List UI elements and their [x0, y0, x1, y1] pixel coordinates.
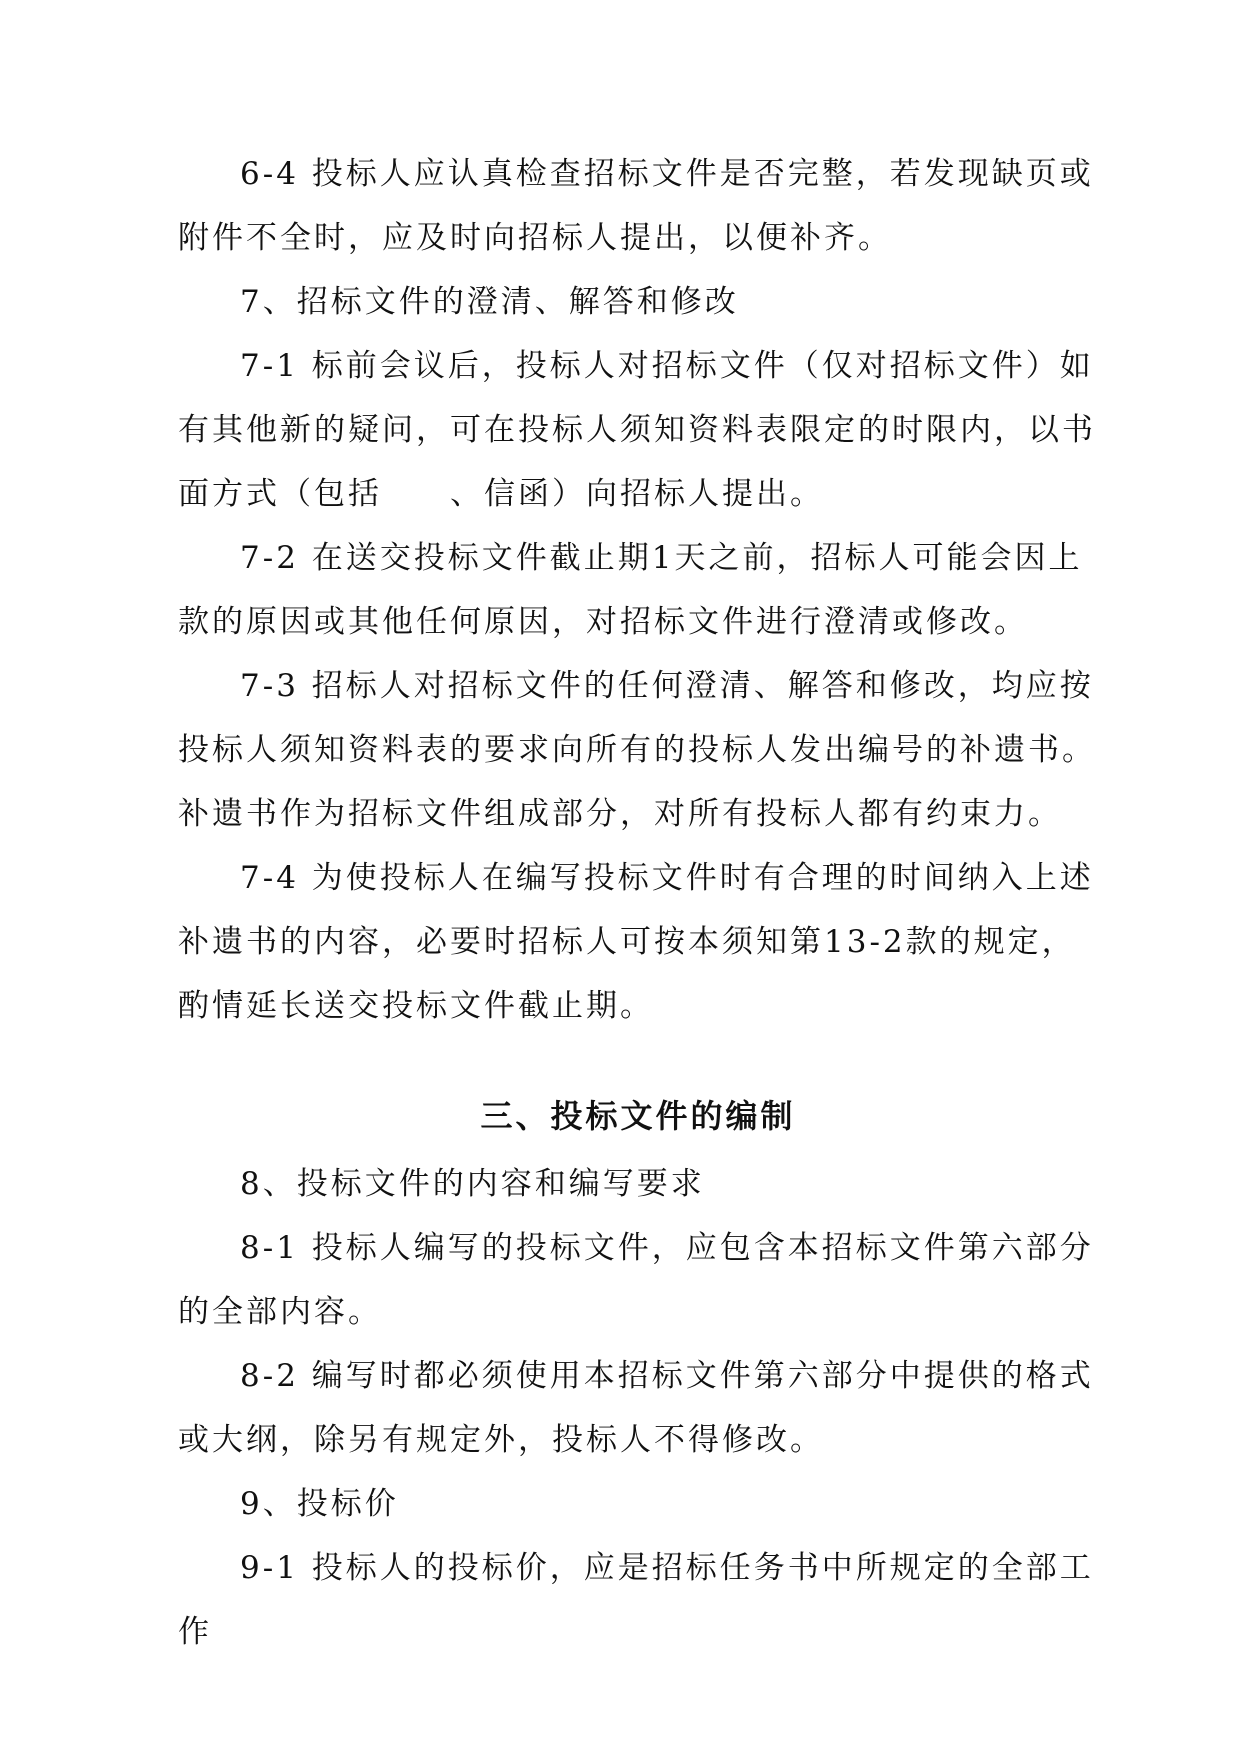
document-body: [178, 142, 1098, 1664]
paragraph-6-4: 6-4 投标人应认真检查招标文件是否完整，若发现缺页或附件不全时，应及时向招标人提出，以便补齐。: [178, 156, 1094, 256]
paragraph-8-1: 8-1 投标人编写的投标文件，应包含本招标文件第六部分的全部内容。: [178, 1230, 1094, 1330]
paragraph-7-3: 7-3 招标人对招标文件的任何澄清、解答和修改，均应按投标人须知资料表的要求向所有的投标人发出编号的补遗书。补遗书作为招标文件组成部分，对所有投标人都有约束力。: [178, 668, 1096, 832]
paragraph-7-2: 7-2 在送交投标文件截止期1天之前，招标人可能会因上款的原因或其他任何原因，对招标文件进行澄清或修改。: [178, 540, 1083, 640]
section-spacer: [178, 1038, 1098, 1084]
paragraph-7-4: 7-4 为使投标人在编写投标文件时有合理的时间纳入上述补遗书的内容，必要时招标人可按本须知第13-2款的规定，酌情延长送交投标文件截止期。: [178, 860, 1094, 1024]
heading-9: 9、投标价: [240, 1486, 399, 1522]
section-heading: 三、投标文件的编制: [480, 1097, 796, 1135]
paragraph-7-1: 7-1 标前会议后，投标人对招标文件（仅对招标文件）如有其他新的疑问，可在投标人须知资料表限定的时限内，以书面方式（包括 、信函）向招标人提出。: [178, 348, 1096, 512]
paragraph-8-2: 8-2 编写时都必须使用本招标文件第六部分中提供的格式或大纲，除另有规定外，投标人不得修改。: [178, 1358, 1094, 1458]
paragraph-9-1: 9-1 投标人的投标价，应是招标任务书中所规定的全部工作: [178, 1550, 1094, 1650]
heading-8: 8、投标文件的内容和编写要求: [240, 1166, 705, 1202]
heading-7: 7、招标文件的澄清、解答和修改: [240, 284, 739, 320]
